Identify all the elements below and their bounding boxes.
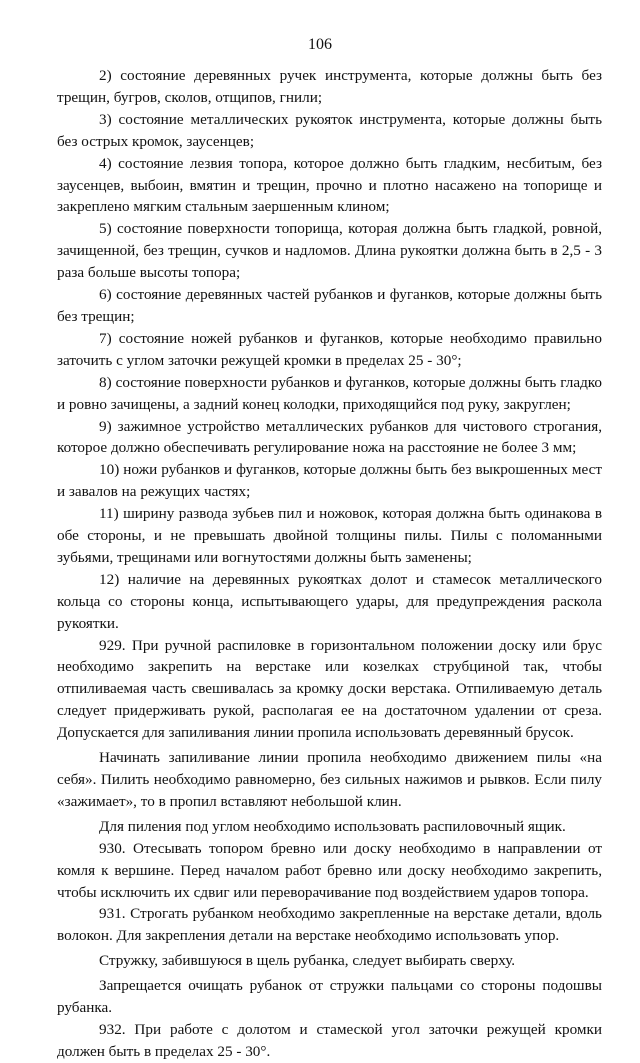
paragraph-miter-box: Для пиления под углом необходимо использовать распиловочный ящик. [99, 817, 566, 835]
paragraph-prohibition: Запрещается очищать рубанок от стружки пальцами со стороны подошвы рубанка. [57, 977, 602, 1017]
paragraph-item-10: 10) ножи рубанков и фуганков, которые должны быть без выкрошенных мест и завалов на режущих частях; [57, 461, 602, 501]
paragraph-item-5: 5) состояние поверхности топорища, которая должна быть гладкой, ровной, зачищенной, без трещин, сучков и надломов. Длина рукоятки должна быть в 2,5 - 3 раза больше высоты топора; [57, 220, 602, 282]
paragraph-item-2: 2) состояние деревянных ручек инструмента, которые должны быть без трещин, бугров, сколов, отщипов, гнили; [57, 67, 602, 106]
paragraph-section-932: 932. При работе с долотом и стамеской угол заточки режущей кромки должен быть в пределах 25 - 30°. [57, 1020, 602, 1060]
paragraph-item-3: 3) состояние металлических рукояток инструмента, которые должны быть без острых кромок, заусенцев; [57, 110, 602, 150]
paragraph-section-930: 930. Отесывать топором бревно или доску необходимо в направлении от комля к вершине. Перед началом работ бревно или доску необходимо закрепить, чтобы исключить их сдвиг или переворачивание под воздействием ударов топора. [57, 839, 602, 901]
paragraph-item-7: 7) состояние ножей рубанков и фуганков, которые необходимо правильно заточить с углом заточки режущей кромки в пределах 25 - 30°; [57, 329, 602, 369]
paragraph-item-4: 4) состояние лезвия топора, которое должно быть гладким, несбитым, без заусенцев, выбоин, вмятин и трещин, прочно и плотно насажено на топорище и закреплено мягким стальным заершенным клином; [57, 154, 602, 216]
paragraph-item-8: 8) состояние поверхности рубанков и фуганков, которые должны быть гладко и ровно зачищены, а задний конец колодки, приходящийся под руку, закруглен; [57, 373, 602, 413]
paragraph-section-931: 931. Строгать рубанком необходимо закрепленные на верстаке детали, вдоль волокон. Для закрепления детали на верстаке необходимо использовать упор. [57, 905, 602, 945]
paragraph-section-929: 929. При ручной распиловке в горизонтальном положении доску или брус необходимо закрепить на верстаке или козелках струбциной так, чтобы отпиливаемая часть свешивалась за кромку доски верстака. Отпиливаемую деталь следует придерживать рукой, располагая ее на достаточном удалении от среза. Допускается для запиливания линии пропила использовать деревянный брусок. [57, 636, 602, 742]
paragraph-sawing-start: Начинать запиливание линии пропила необходимо движением пилы «на себя». Пилить необходимо равномерно, без сильных нажимов и рывков. Если пилу «зажимает», то в пропил вставляют небольшой клин. [57, 749, 602, 810]
page-number: 106 [308, 36, 332, 53]
paragraph-item-9: 9) зажимное устройство металлических рубанков для чистового строгания, которое должно обеспечивать регулирование ножа на расстояние не более 3 мм; [57, 417, 602, 457]
paragraph-item-6: 6) состояние деревянных частей рубанков и фуганков, которые должны быть без трещин; [57, 286, 602, 325]
paragraph-item-12: 12) наличие на деревянных рукоятках долот и стамесок металлического кольца со стороны конца, испытывающего удары, для предупреждения раскола рукоятки. [57, 570, 602, 632]
paragraph-item-11: 11) ширину развода зубьев пил и ножовок, которая должна быть одинакова в обе стороны, и не превышать двойной толщины пилы. Пилы с поломанными зубьями, трещинами или вогнутостями должны быть заменены; [57, 505, 602, 566]
paragraph-shavings: Стружку, забившуюся в щель рубанка, следует выбирать сверху. [99, 952, 516, 970]
text-body [57, 65, 602, 1063]
